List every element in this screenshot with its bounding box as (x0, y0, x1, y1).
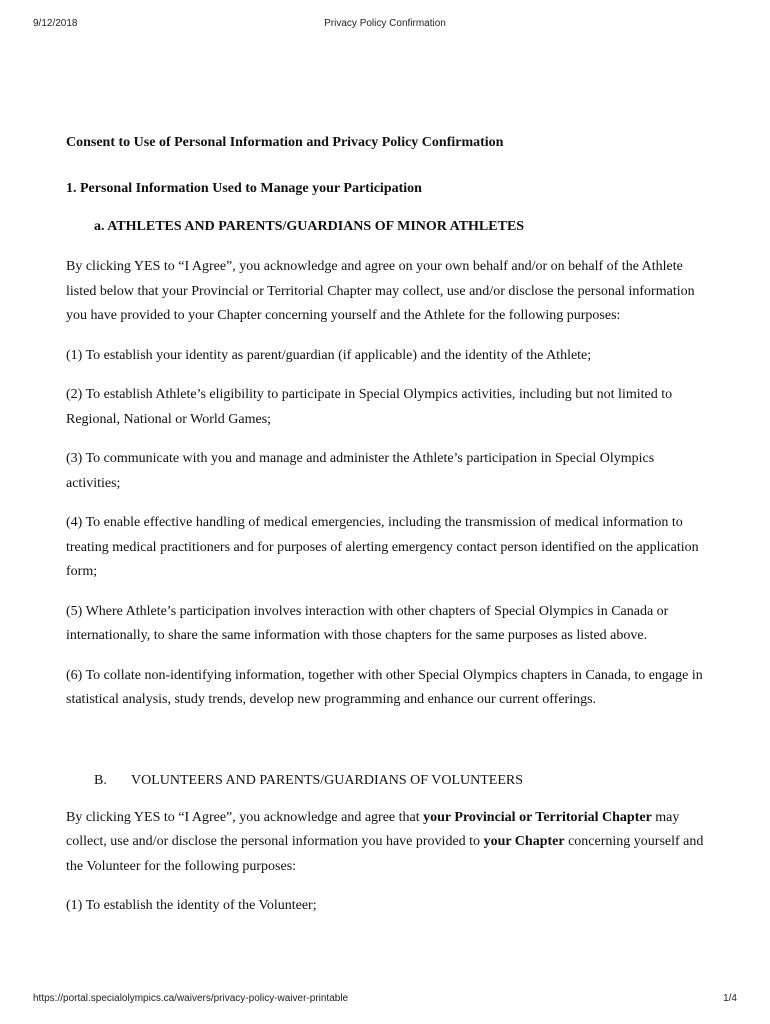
subsection-b-heading (94, 773, 711, 789)
intro-paragraph-b (66, 806, 711, 880)
purpose-a-2: (2) To establish Athlete’s eligibility to participate in Special Olympics activities, including but not limited to Regional, National or World Games; (66, 387, 673, 427)
subsection-a-heading: a. ATHLETES AND PARENTS/GUARDIANS OF MINOR ATHLETES (94, 219, 525, 234)
subsection-b-title: VOLUNTEERS AND PARENTS/GUARDIANS OF VOLUNTEERS (131, 772, 524, 788)
purpose-b-1: (1) To establish the identity of the Volunteer; (66, 898, 317, 913)
header-date: 9/12/2018 (33, 18, 78, 29)
purpose-a-5: (5) Where Athlete’s participation involves interaction with other chapters of Special Olympics in Canada or internationally, to share the same information with those chapters for the same purposes as listed above. (66, 603, 669, 643)
purpose-a-6: (6) To collate non-identifying information, together with other Special Olympics chapters in Canada, to engage in statistical analysis, study trends, develop new programming and enhance our current offerings. (66, 667, 703, 707)
intro-b-bold-your-chapter: your Chapter (483, 834, 565, 849)
footer-page-number: 1/4 (723, 993, 737, 1004)
document-title: Consent to Use of Personal Information and Privacy Policy Confirmation (66, 135, 504, 150)
intro-b-text-1: By clicking YES to “I Agree”, you acknowledge and agree that (66, 809, 424, 825)
intro-b-text-3: concerning yourself and the Volunteer for the following purposes: (66, 834, 704, 874)
intro-b-text-2: may collect, use and/or disclose the personal information you have provided to (66, 809, 680, 849)
document-body (66, 135, 711, 934)
intro-b-bold-chapter: your Provincial or Territorial Chapter (423, 809, 652, 825)
purpose-a-4: (4) To enable effective handling of medical emergencies, including the transmission of medical information to treating medical practitioners and for purposes of alerting emergency contact person identified on the application form; (66, 515, 699, 579)
intro-paragraph-a: By clicking YES to “I Agree”, you acknowledge and agree on your own behalf and/or on behalf of the Athlete listed below that your Provincial or Territorial Chapter may collect, use and/or disclose the personal information you have provided to your Chapter concerning yourself and the Athlete for the following purposes: (66, 259, 695, 323)
purpose-a-3: (3) To communicate with you and manage and administer the Athlete’s participation in Special Olympics activities; (66, 451, 655, 491)
subsection-b-letter: B. (94, 772, 107, 788)
header-title: Privacy Policy Confirmation (324, 18, 446, 29)
section-1-heading: 1. Personal Information Used to Manage your Participation (66, 181, 422, 196)
footer-url: https://portal.specialolympics.ca/waivers/privacy-policy-waiver-printable (33, 993, 349, 1004)
purpose-a-1: (1) To establish your identity as parent/guardian (if applicable) and the identity of the Athlete; (66, 347, 592, 363)
